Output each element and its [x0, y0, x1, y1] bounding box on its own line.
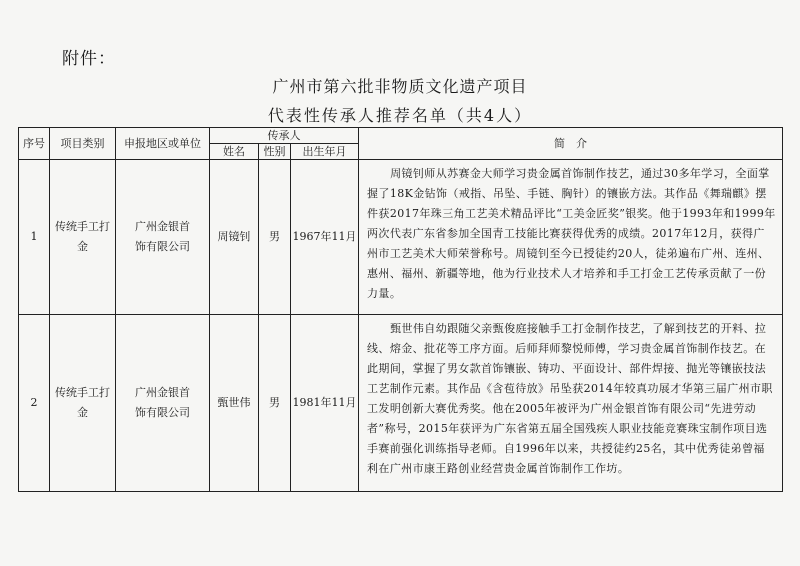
- header-category: 项目类别: [50, 128, 116, 160]
- header-region: 申报地区或单位: [116, 128, 210, 160]
- row-intro: 周镜钊师从苏赛金大师学习贵金属首饰制作技艺，通过30多年学习，全面掌握了18K金钻饰（戒指、吊坠、手链、胸针）的镶嵌方法。其作品《舞瑞麒》摆件获2017年珠三角工艺美术精品评比“工美金匠奖”银奖。他于1993年和1999年两次代表广东省参加全国青工技能比赛获得优秀的成绩。2017年12月，获得广州市工艺美术大师荣誉称号。周镜钊至今已授徒约20人，徒弟遍布广州、连州、惠州、福州、新疆等地，他为行业技术人才培养和手工打金工艺传承贡献了一份力量。: [359, 160, 783, 315]
- row-region-text: 广州金银首饰有限公司: [135, 220, 190, 253]
- table-row: [19, 160, 783, 315]
- header-name: 姓名: [210, 144, 259, 160]
- row-region: [116, 160, 210, 315]
- row-seq: 1: [19, 160, 50, 315]
- header-intro: 简 介: [359, 128, 783, 160]
- annex-label: 附件：: [62, 49, 116, 69]
- row-category: [50, 160, 116, 315]
- row-seq: 2: [19, 315, 50, 492]
- table-row: [19, 315, 783, 492]
- document-subtitle: 代表性传承人推荐名单（共4人）: [267, 106, 533, 125]
- header-birth: 出生年月: [291, 144, 359, 160]
- row-birth: 1967年11月: [291, 160, 359, 315]
- header-gender: 性别: [259, 144, 291, 160]
- row-intro: 甄世伟自幼跟随父亲甄俊庭接触手工打金制作技艺，了解到技艺的开料、拉线、熔金、批花等工序方面。后师拜师黎悦师傅，学习贵金属首饰制作技艺。在此期间，掌握了男女款首饰镶嵌、铸功、平面设计、部件焊接、抛光等镶嵌技法工艺制作元素。其作品《含苞待放》吊坠获2014年较真功展才华第三届广州市职工发明创新大赛优秀奖。他在2005年被评为广州金银首饰有限公司“先进劳动者”称号，2015年获评为广东省第五届全国残疾人职业技能竞赛珠宝制作项目选手赛前强化训练指导老师。自1996年以来，共授徒约25名，其中优秀徒弟曾福利在广州市康王路创业经营贵金属首饰制作工作坊。: [359, 315, 783, 492]
- row-gender: 男: [259, 160, 291, 315]
- header-seq: 序号: [19, 128, 50, 160]
- row-category-text: 传统手工打金: [55, 386, 110, 419]
- header-inheritor: 传承人: [210, 128, 359, 144]
- row-category-text: 传统手工打金: [55, 220, 110, 253]
- row-name: 周镜钊: [210, 160, 259, 315]
- header-row: [19, 128, 783, 144]
- row-region: [116, 315, 210, 492]
- row-gender: 男: [259, 315, 291, 492]
- row-region-text: 广州金银首饰有限公司: [135, 386, 190, 419]
- row-category: [50, 315, 116, 492]
- inheritor-table: [18, 127, 783, 492]
- document-title: 广州市第六批非物质文化遗产项目: [272, 77, 528, 96]
- row-birth: 1981年11月: [291, 315, 359, 492]
- row-name: 甄世伟: [210, 315, 259, 492]
